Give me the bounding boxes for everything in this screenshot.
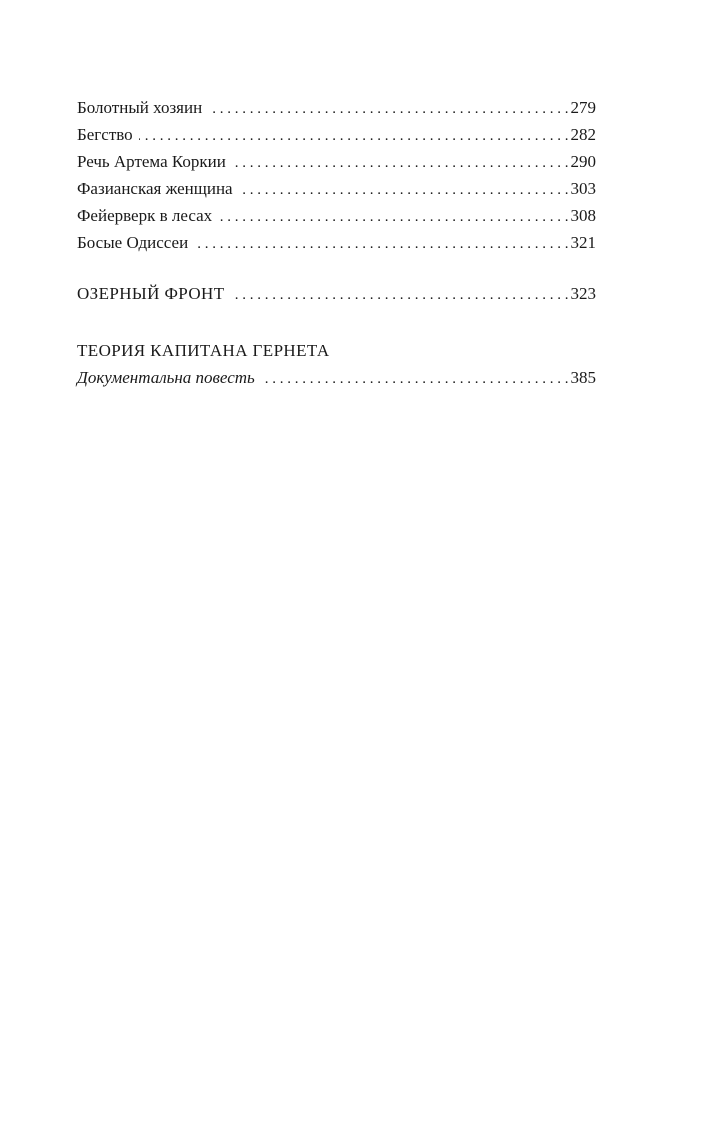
- spacer: [77, 307, 596, 337]
- dot-leader: [208, 96, 568, 123]
- toc-section-ozerny-front: [77, 280, 596, 307]
- toc-section-title: ОЗЕРНЫЙ ФРОНТ: [77, 284, 225, 303]
- toc-entry: [77, 94, 596, 121]
- toc-entry-page: 303: [570, 179, 596, 198]
- toc-entry: [77, 364, 596, 391]
- toc-entry-title: Речь Артема Коркии: [77, 152, 226, 171]
- toc-entry: [77, 121, 596, 148]
- toc-section-page: 323: [570, 284, 596, 303]
- toc-entry-page: 290: [570, 152, 596, 171]
- spacer: [77, 256, 596, 280]
- toc-entry: [77, 229, 596, 256]
- toc-section-heading: ТЕОРИЯ КАПИТАНА ГЕРНЕТА: [77, 341, 330, 360]
- dot-leader: [232, 150, 569, 177]
- dot-leader: [261, 366, 569, 393]
- dot-leader: [233, 282, 569, 309]
- toc-entry-title: Болотный хозяин: [77, 98, 203, 117]
- toc-entry-page: 321: [570, 233, 596, 252]
- toc-entry-page: 385: [570, 368, 596, 387]
- toc-entry: [77, 202, 596, 229]
- dot-leader: [139, 123, 569, 150]
- toc-entry-title: Фазианская женщина: [77, 179, 233, 198]
- toc-entry-title: Документальна повесть: [77, 368, 255, 387]
- toc-entry-page: 308: [570, 206, 596, 225]
- toc-entry: [77, 148, 596, 175]
- toc-entry: [77, 175, 596, 202]
- toc-entry-title: Босые Одиссеи: [77, 233, 189, 252]
- toc-entry-title: Фейерверк в лесах: [77, 206, 213, 225]
- dot-leader: [239, 177, 569, 204]
- table-of-contents: [77, 94, 596, 391]
- toc-entry-page: 279: [570, 98, 596, 117]
- dot-leader: [218, 204, 568, 231]
- toc-entry-title: Бегство: [77, 125, 133, 144]
- toc-entry-page: 282: [570, 125, 596, 144]
- dot-leader: [194, 231, 568, 258]
